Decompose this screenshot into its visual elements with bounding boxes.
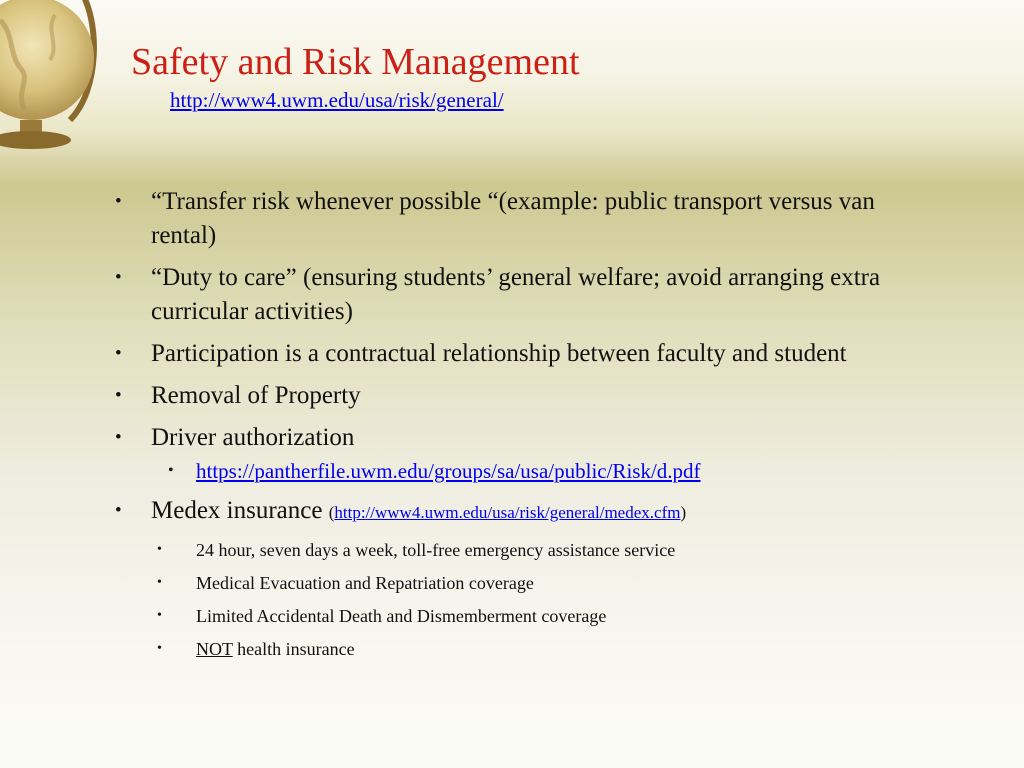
not-health-insurance-text: health insurance — [232, 639, 355, 659]
bullet-list — [114, 185, 934, 670]
medex-item-not-health-insurance — [151, 637, 934, 661]
bullet-transfer-risk: • “Transfer risk whenever possible “(example: public transport versus van rental) — [114, 185, 934, 253]
driver-authorization-link[interactable]: https://pantherfile.uwm.edu/groups/sa/usa/public/Risk/d.pdf — [196, 459, 701, 483]
bullet-medex-insurance — [114, 494, 934, 661]
medex-link[interactable]: http://www4.uwm.edu/usa/risk/general/medex.cfm — [334, 503, 681, 522]
bullet-removal-of-property: • Removal of Property — [114, 379, 934, 413]
globe-icon — [0, 0, 110, 160]
driver-sublist — [151, 456, 934, 486]
driver-sublist-item — [151, 456, 934, 486]
medex-open-paren: ( — [328, 503, 335, 522]
driver-authorization-label: Driver authorization — [151, 424, 355, 451]
not-emphasis: NOT — [196, 639, 233, 659]
slide-title: Safety and Risk Management — [131, 41, 580, 83]
bullet-participation: • Participation is a contractual relationship between faculty and student — [114, 337, 934, 371]
title-link[interactable]: http://www4.uwm.edu/usa/risk/general/ — [170, 88, 504, 112]
medex-label: Medex insurance — [151, 497, 323, 524]
bullet-duty-to-care: • “Duty to care” (ensuring students’ general welfare; avoid arranging extra curricular activities) — [114, 261, 934, 329]
medex-item-accidental-death: • Limited Accidental Death and Dismemberment coverage — [151, 604, 934, 628]
medex-item-assistance: • 24 hour, seven days a week, toll-free emergency assistance service — [151, 538, 934, 562]
medex-sublist — [151, 538, 934, 661]
bullet-driver-authorization — [114, 421, 934, 486]
medex-close-paren: ) — [680, 503, 687, 522]
medex-item-evacuation: • Medical Evacuation and Repatriation coverage — [151, 571, 934, 595]
